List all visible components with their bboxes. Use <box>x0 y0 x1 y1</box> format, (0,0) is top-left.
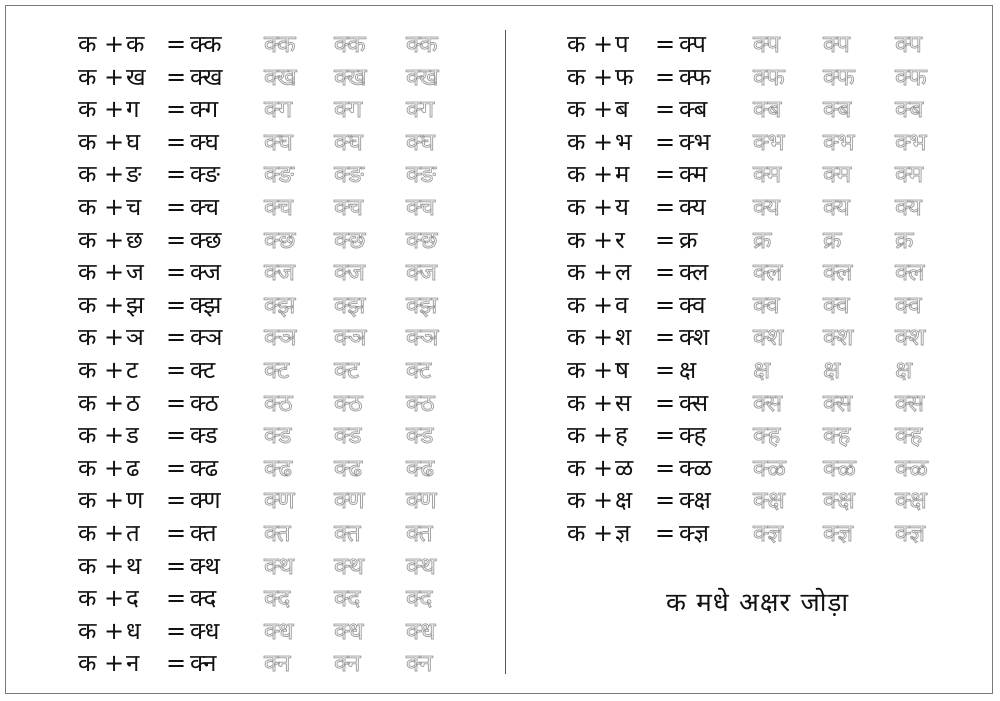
second-consonant: क्ष <box>615 486 633 515</box>
second-consonant: ध <box>126 616 141 645</box>
conjunct-result: क्ज्ञ <box>679 518 709 547</box>
trace-practice-3: क्द <box>406 584 433 613</box>
second-consonant: म <box>615 160 630 189</box>
second-consonant: थ <box>126 551 142 580</box>
plus-sign: + <box>104 127 125 156</box>
conjunct-result: क्ग <box>190 95 219 124</box>
base-letter: क <box>78 225 97 254</box>
trace-practice-1: क्क <box>264 30 296 58</box>
trace-practice-3: क्ज्ञ <box>895 518 925 547</box>
trace-practice-2: क्ट <box>334 355 360 384</box>
trace-practice-1: क्छ <box>264 225 296 254</box>
trace-practice-2: क्भ <box>823 127 855 156</box>
second-consonant: ङ <box>126 160 142 189</box>
plus-sign: + <box>104 421 125 450</box>
second-consonant: र <box>615 225 625 254</box>
conjunct-result: क्ध <box>190 616 220 645</box>
trace-practice-1: क्ख <box>264 62 297 91</box>
conjunct-result: क्ख <box>190 62 223 91</box>
equals-sign: = <box>166 127 187 156</box>
base-letter: क <box>567 421 586 450</box>
conjunct-result: क्ञ <box>190 323 223 352</box>
plus-sign: + <box>104 290 125 319</box>
conjunct-result: क्ल <box>679 258 709 287</box>
conjunct-result: क्द <box>190 584 217 613</box>
conjunct-result: क्घ <box>190 127 219 156</box>
trace-practice-1: क्ध <box>264 616 294 645</box>
trace-practice-2: क्ड <box>334 421 362 450</box>
plus-sign: + <box>593 453 614 482</box>
trace-practice-2: क्ष <box>823 355 841 384</box>
second-consonant: ग <box>126 95 140 124</box>
plus-sign: + <box>104 388 125 417</box>
trace-practice-2: क्ग <box>334 95 363 124</box>
base-letter: क <box>78 518 97 547</box>
equals-sign: = <box>166 62 187 91</box>
trace-practice-2: क्ब <box>823 95 852 124</box>
base-letter: क <box>567 62 586 91</box>
trace-practice-2: क्त <box>334 518 361 547</box>
equals-sign: = <box>655 421 676 450</box>
plus-sign: + <box>104 225 125 254</box>
base-letter: क <box>567 127 586 156</box>
base-letter: क <box>78 421 97 450</box>
second-consonant: ज <box>126 258 144 287</box>
trace-practice-2: क्प <box>823 30 850 58</box>
trace-practice-2: क्व <box>823 290 850 319</box>
trace-practice-3: क्ड <box>406 421 434 450</box>
base-letter: क <box>78 192 97 221</box>
trace-practice-1: क्झ <box>264 290 296 319</box>
equals-sign: = <box>166 649 187 678</box>
trace-practice-3: क्घ <box>406 127 435 156</box>
plus-sign: + <box>104 616 125 645</box>
trace-practice-3: क्ब <box>895 95 924 124</box>
second-consonant: न <box>126 649 140 678</box>
conjunct-result: क्च <box>190 192 220 221</box>
trace-practice-2: क्द <box>334 584 361 613</box>
conjunct-result: क्झ <box>190 290 222 319</box>
plus-sign: + <box>104 30 125 58</box>
base-letter: क <box>567 486 586 515</box>
conjunct-result: क्क <box>190 30 222 58</box>
trace-practice-3: क्य <box>895 192 922 221</box>
conjunct-result: क्ङ <box>190 160 220 189</box>
second-consonant: प <box>615 30 629 58</box>
trace-practice-3: क्फ <box>895 62 927 91</box>
base-letter: क <box>567 518 586 547</box>
equals-sign: = <box>655 127 676 156</box>
conjunct-result: क्ह <box>679 421 707 450</box>
trace-practice-1: क्ड <box>264 421 292 450</box>
trace-practice-3: क्श <box>895 323 926 352</box>
trace-practice-1: क्च <box>264 192 294 221</box>
conjunct-result: क्ळ <box>679 453 712 482</box>
plus-sign: + <box>593 258 614 287</box>
equals-sign: = <box>166 323 187 352</box>
trace-practice-3: क्ल <box>895 258 925 287</box>
trace-practice-2: क्ह <box>823 421 851 450</box>
plus-sign: + <box>104 453 125 482</box>
plus-sign: + <box>593 388 614 417</box>
trace-practice-2: क्फ <box>823 62 855 91</box>
trace-practice-2: क्ण <box>334 486 365 515</box>
trace-practice-2: क्ज <box>334 258 365 287</box>
trace-practice-3: क्व <box>895 290 922 319</box>
second-consonant: झ <box>126 290 145 319</box>
equals-sign: = <box>655 95 676 124</box>
trace-practice-3: क्ष <box>895 355 913 384</box>
trace-practice-1: क्क्ष <box>753 486 785 515</box>
equals-sign: = <box>655 160 676 189</box>
equals-sign: = <box>166 518 187 547</box>
second-consonant: व <box>615 290 629 319</box>
trace-practice-1: क्ज्ञ <box>753 518 783 547</box>
trace-practice-1: क्श <box>753 323 784 352</box>
equals-sign: = <box>166 95 187 124</box>
equals-sign: = <box>166 192 187 221</box>
base-letter: क <box>567 290 586 319</box>
trace-practice-1: क्ग <box>264 95 293 124</box>
trace-practice-3: क्ठ <box>406 388 435 417</box>
trace-practice-3: क्छ <box>406 225 438 254</box>
plus-sign: + <box>104 518 125 547</box>
equals-sign: = <box>166 616 187 645</box>
trace-practice-3: क्ञ <box>406 323 439 352</box>
column-divider <box>505 30 506 674</box>
base-letter: क <box>567 95 586 124</box>
trace-practice-2: क्च <box>334 192 364 221</box>
trace-practice-2: क्छ <box>334 225 366 254</box>
trace-practice-3: क्स <box>895 388 925 417</box>
second-consonant: श <box>615 323 632 352</box>
base-letter: क <box>78 388 97 417</box>
second-consonant: ञ <box>126 323 144 352</box>
trace-practice-3: क्ह <box>895 421 923 450</box>
trace-practice-1: क्न <box>264 649 291 678</box>
worksheet-title: क मधे अक्षर जोड़ा <box>666 588 850 618</box>
second-consonant: ह <box>615 421 628 450</box>
equals-sign: = <box>655 62 676 91</box>
trace-practice-1: क्ढ <box>264 453 293 482</box>
base-letter: क <box>567 258 586 287</box>
base-letter: क <box>78 616 97 645</box>
conjunct-result: क्भ <box>679 127 711 156</box>
base-letter: क <box>78 649 97 678</box>
equals-sign: = <box>655 355 676 384</box>
trace-practice-1: क्ज <box>264 258 295 287</box>
equals-sign: = <box>655 518 676 547</box>
trace-practice-2: क्क्ष <box>823 486 855 515</box>
equals-sign: = <box>655 192 676 221</box>
equals-sign: = <box>166 421 187 450</box>
trace-practice-1: क्ळ <box>753 453 786 482</box>
trace-practice-3: क्च <box>406 192 436 221</box>
plus-sign: + <box>104 649 125 678</box>
plus-sign: + <box>593 355 614 384</box>
trace-practice-1: क्भ <box>753 127 785 156</box>
conjunct-result: क्छ <box>190 225 222 254</box>
trace-practice-1: क्ट <box>264 355 290 384</box>
plus-sign: + <box>593 192 614 221</box>
plus-sign: + <box>593 486 614 515</box>
trace-practice-3: क्क <box>406 30 438 58</box>
plus-sign: + <box>593 421 614 450</box>
trace-practice-1: क्थ <box>264 551 294 580</box>
conjunct-result: क्फ <box>679 62 711 91</box>
plus-sign: + <box>104 551 125 580</box>
second-consonant: ट <box>126 355 139 384</box>
base-letter: क <box>78 355 97 384</box>
trace-practice-3: क्झ <box>406 290 438 319</box>
equals-sign: = <box>655 486 676 515</box>
plus-sign: + <box>593 127 614 156</box>
second-consonant: स <box>615 388 632 417</box>
trace-practice-3: क्प <box>895 30 922 58</box>
plus-sign: + <box>593 518 614 547</box>
plus-sign: + <box>593 30 614 58</box>
equals-sign: = <box>166 290 187 319</box>
trace-practice-1: क्ल <box>753 258 783 287</box>
trace-practice-1: क्म <box>753 160 782 189</box>
second-consonant: ल <box>615 258 632 287</box>
trace-practice-3: क्ळ <box>895 453 928 482</box>
plus-sign: + <box>593 225 614 254</box>
trace-practice-3: क्ट <box>406 355 432 384</box>
trace-practice-2: क्ळ <box>823 453 856 482</box>
base-letter: क <box>78 95 97 124</box>
trace-practice-3: क्न <box>406 649 433 678</box>
second-consonant: ळ <box>615 453 634 482</box>
second-consonant: ष <box>615 355 629 384</box>
trace-practice-2: क्स <box>823 388 853 417</box>
trace-practice-1: क्ब <box>753 95 782 124</box>
trace-practice-3: क्र <box>895 225 914 254</box>
trace-practice-1: क्घ <box>264 127 293 156</box>
trace-practice-1: क्ञ <box>264 323 297 352</box>
trace-practice-2: क्ञ <box>334 323 367 352</box>
conjunct-result: क्म <box>679 160 708 189</box>
plus-sign: + <box>104 584 125 613</box>
equals-sign: = <box>655 30 676 58</box>
second-consonant: ब <box>615 95 629 124</box>
trace-practice-1: क्य <box>753 192 780 221</box>
trace-practice-2: क्ज्ञ <box>823 518 853 547</box>
conjunct-result: क्ज <box>190 258 221 287</box>
base-letter: क <box>567 388 586 417</box>
trace-practice-2: क्क <box>334 30 366 58</box>
plus-sign: + <box>104 355 125 384</box>
trace-practice-3: क्भ <box>895 127 927 156</box>
trace-practice-1: क्ष <box>753 355 771 384</box>
trace-practice-3: क्म <box>895 160 924 189</box>
plus-sign: + <box>593 290 614 319</box>
trace-practice-1: क्ङ <box>264 160 294 189</box>
second-consonant: च <box>126 192 142 221</box>
plus-sign: + <box>104 95 125 124</box>
plus-sign: + <box>104 62 125 91</box>
trace-practice-2: क्झ <box>334 290 366 319</box>
conjunct-result: क्ढ <box>190 453 219 482</box>
base-letter: क <box>78 486 97 515</box>
second-consonant: फ <box>615 62 634 91</box>
plus-sign: + <box>104 323 125 352</box>
trace-practice-3: क्ढ <box>406 453 435 482</box>
trace-practice-3: क्ज <box>406 258 437 287</box>
base-letter: क <box>78 127 97 156</box>
conjunct-result: क्क्ष <box>679 486 711 515</box>
conjunct-result: क्श <box>679 323 710 352</box>
base-letter: क <box>567 192 586 221</box>
plus-sign: + <box>104 192 125 221</box>
equals-sign: = <box>655 290 676 319</box>
conjunct-result: क्य <box>679 192 706 221</box>
conjunct-result: क्ठ <box>190 388 219 417</box>
trace-practice-2: क्म <box>823 160 852 189</box>
trace-practice-2: क्र <box>823 225 842 254</box>
base-letter: क <box>78 551 97 580</box>
conjunct-result: क्र <box>679 225 698 254</box>
plus-sign: + <box>104 486 125 515</box>
second-consonant: छ <box>126 225 143 254</box>
second-consonant: ज्ञ <box>615 518 631 547</box>
trace-practice-1: क्ण <box>264 486 295 515</box>
plus-sign: + <box>104 160 125 189</box>
second-consonant: ण <box>126 486 144 515</box>
plus-sign: + <box>593 323 614 352</box>
trace-practice-3: क्ग <box>406 95 435 124</box>
plus-sign: + <box>593 95 614 124</box>
trace-practice-2: क्ढ <box>334 453 363 482</box>
second-consonant: ड <box>126 421 139 450</box>
second-consonant: भ <box>615 127 632 156</box>
second-consonant: त <box>126 518 140 547</box>
equals-sign: = <box>166 160 187 189</box>
base-letter: क <box>78 453 97 482</box>
base-letter: क <box>567 225 586 254</box>
equals-sign: = <box>166 486 187 515</box>
second-consonant: य <box>615 192 629 221</box>
base-letter: क <box>567 160 586 189</box>
conjunct-result: क्त <box>190 518 217 547</box>
base-letter: क <box>567 30 586 58</box>
conjunct-result: क्प <box>679 30 706 58</box>
trace-practice-3: क्ण <box>406 486 437 515</box>
trace-practice-3: क्ख <box>406 62 439 91</box>
trace-practice-2: क्ङ <box>334 160 364 189</box>
trace-practice-1: क्त <box>264 518 291 547</box>
base-letter: क <box>78 160 97 189</box>
equals-sign: = <box>166 225 187 254</box>
trace-practice-2: क्ल <box>823 258 853 287</box>
trace-practice-1: क्र <box>753 225 772 254</box>
base-letter: क <box>78 258 97 287</box>
second-consonant: द <box>126 584 139 613</box>
conjunct-result: क्ण <box>190 486 221 515</box>
trace-practice-1: क्व <box>753 290 780 319</box>
trace-practice-1: क्फ <box>753 62 785 91</box>
plus-sign: + <box>593 62 614 91</box>
base-letter: क <box>78 30 97 58</box>
trace-practice-3: क्ङ <box>406 160 436 189</box>
base-letter: क <box>78 584 97 613</box>
base-letter: क <box>78 323 97 352</box>
second-consonant: ठ <box>126 388 140 417</box>
trace-practice-2: क्ध <box>334 616 364 645</box>
trace-practice-1: क्स <box>753 388 783 417</box>
equals-sign: = <box>655 225 676 254</box>
conjunct-result: क्थ <box>190 551 220 580</box>
trace-practice-1: क्ह <box>753 421 781 450</box>
plus-sign: + <box>593 160 614 189</box>
equals-sign: = <box>166 453 187 482</box>
trace-practice-3: क्त <box>406 518 433 547</box>
plus-sign: + <box>104 258 125 287</box>
trace-practice-1: क्ठ <box>264 388 293 417</box>
trace-practice-1: क्द <box>264 584 291 613</box>
base-letter: क <box>78 290 97 319</box>
conjunct-result: क्ट <box>190 355 216 384</box>
second-consonant: ख <box>126 62 146 91</box>
trace-practice-2: क्न <box>334 649 361 678</box>
conjunct-result: क्व <box>679 290 706 319</box>
second-consonant: ढ <box>126 453 140 482</box>
equals-sign: = <box>166 551 187 580</box>
trace-practice-2: क्श <box>823 323 854 352</box>
conjunct-result: क्ड <box>190 421 218 450</box>
trace-practice-3: क्ध <box>406 616 436 645</box>
equals-sign: = <box>166 355 187 384</box>
trace-practice-2: क्घ <box>334 127 363 156</box>
conjunct-result: क्स <box>679 388 709 417</box>
second-consonant: घ <box>126 127 141 156</box>
equals-sign: = <box>655 258 676 287</box>
equals-sign: = <box>166 30 187 58</box>
trace-practice-1: क्प <box>753 30 780 58</box>
equals-sign: = <box>166 584 187 613</box>
trace-practice-2: क्ख <box>334 62 367 91</box>
conjunct-result: क्ष <box>679 355 697 384</box>
conjunct-result: क्न <box>190 649 217 678</box>
trace-practice-2: क्य <box>823 192 850 221</box>
base-letter: क <box>567 323 586 352</box>
equals-sign: = <box>655 323 676 352</box>
equals-sign: = <box>655 453 676 482</box>
equals-sign: = <box>166 258 187 287</box>
base-letter: क <box>567 453 586 482</box>
second-consonant: क <box>126 30 145 58</box>
base-letter: क <box>567 355 586 384</box>
conjunct-result: क्ब <box>679 95 708 124</box>
equals-sign: = <box>655 388 676 417</box>
trace-practice-3: क्थ <box>406 551 436 580</box>
base-letter: क <box>78 62 97 91</box>
equals-sign: = <box>166 388 187 417</box>
trace-practice-2: क्थ <box>334 551 364 580</box>
trace-practice-2: क्ठ <box>334 388 363 417</box>
trace-practice-3: क्क्ष <box>895 486 927 515</box>
